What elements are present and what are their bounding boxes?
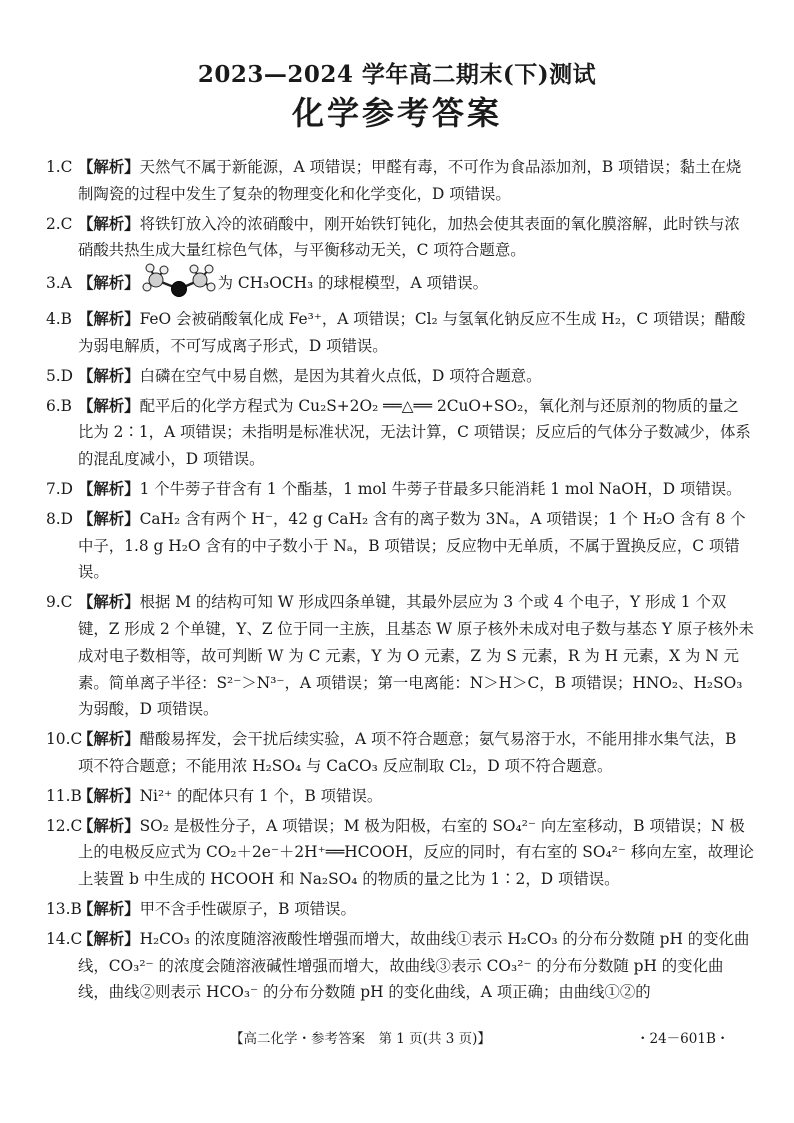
analysis-tag: 【解析】 (78, 274, 140, 293)
answer-number: 14.C (46, 929, 83, 948)
answer-item-10 (46, 726, 754, 780)
analysis-tag: 【解析】 (78, 929, 140, 948)
answer-item-9 (46, 589, 754, 723)
answer-number: 4.B (46, 310, 72, 329)
analysis-text: Ni²⁺ 的配体只有 1 个，B 项错误。 (139, 786, 383, 805)
analysis-tag: 【解析】 (78, 509, 140, 528)
analysis-text: FeO 会被硝酸氧化成 Fe³⁺，A 项错误；Cl₂ 与氢氧化钠反应不生成 H₂，C 项错误；醋酸为弱电解质，不可写成离子形式，D 项错误。 (78, 310, 746, 355)
answer-item-1 (46, 154, 754, 208)
analysis-tag: 【解析】 (78, 786, 140, 805)
answer-item-13 (46, 896, 754, 923)
answer-number: 8.D (46, 509, 74, 528)
analysis-text: 为 CH₃OCH₃ 的球棍模型，A 项错误。 (217, 274, 489, 293)
analysis-text: 天然气不属于新能源，A 项错误；甲醛有毒，不可作为食品添加剂，B 项错误；黏土在烧制陶瓷的过程中发生了复杂的物理变化和化学变化，D 项错误。 (78, 158, 742, 203)
footer-code: ・24－601B・ (636, 1031, 730, 1047)
answer-item-4 (46, 306, 754, 360)
analysis-tag: 【解析】 (78, 214, 140, 233)
analysis-tag: 【解析】 (78, 366, 140, 385)
answer-item-7 (46, 476, 754, 503)
answer-item-12 (46, 813, 754, 893)
analysis-tag: 【解析】 (78, 816, 140, 835)
answer-number: 5.D (46, 366, 74, 385)
analysis-text: 甲不含手性碳原子，B 项错误。 (139, 899, 356, 918)
analysis-tag: 【解析】 (78, 479, 140, 498)
answer-number: 3.A (46, 274, 72, 293)
answer-number: 13.B (46, 899, 82, 918)
analysis-text: SO₂ 是极性分子，A 项错误；M 极为阳极，右室的 SO₄²⁻ 向左室移动，B 项错误；N 极上的电极反应式为 CO₂＋2e⁻＋2H⁺══HCOOH，反应的同时，有右室的 SO₄²⁻ 移向左室，故理论上装置 b 中生成的 HCOOH 和 Na₂SO₄ 的物质的量之比为 1∶2，D 项错误。 (78, 816, 754, 889)
analysis-text: CaH₂ 含有两个 H⁻，42 g CaH₂ 含有的离子数为 3Nₐ，A 项错误；1 个 H₂O 含有 8 个中子，1.8 g H₂O 含有的中子数小于 Nₐ，B 项错误；反应物中无单质，不属于置换反应，C 项错误。 (78, 509, 746, 582)
analysis-tag: 【解析】 (78, 158, 140, 176)
analysis-tag: 【解析】 (78, 396, 140, 415)
analysis-text: 1 个牛蒡子苷含有 1 个酯基，1 mol 牛蒡子苷最多只能消耗 1 mol NaOH，D 项错误。 (139, 479, 742, 498)
answer-item-14 (46, 926, 754, 1006)
answer-number: 10.C (46, 730, 83, 749)
answer-number: 2.C (46, 214, 73, 233)
answer-item-8 (46, 506, 754, 586)
analysis-text: H₂CO₃ 的浓度随溶液酸性增强而增大，故曲线①表示 H₂CO₃ 的分布分数随 pH 的变化曲线，CO₃²⁻ 的浓度会随溶液碱性增强而增大，故曲线③表示 CO₃²⁻ 的分布分数随 pH 的变化曲线，曲线②则表示 HCO₃⁻ 的分布分数随 pH 的变化曲线，A 项正确；由曲线①②的 (78, 929, 750, 1002)
answer-number: 11.B (46, 786, 82, 805)
answer-number: 7.D (46, 479, 74, 498)
answer-item-11 (46, 783, 754, 810)
answer-item-5 (46, 363, 754, 390)
analysis-text: 醋酸易挥发，会干扰后续实验，A 项不符合题意；氨气易溶于水，不能用排水集气法，B 项不符合题意；不能用浓 H₂SO₄ 与 CaCO₃ 反应制取 Cl₂，D 项不符合题意。 (78, 730, 737, 775)
footer-page-info: 【高二化学・参考答案 第 1 页(共 3 页)】 (230, 1031, 491, 1047)
analysis-tag: 【解析】 (78, 730, 140, 749)
answer-number: 6.B (46, 396, 72, 415)
title-line-2: 化学参考答案 (291, 94, 502, 132)
answer-list (46, 154, 754, 1009)
analysis-text: 白磷在空气中易自燃，是因为其着火点低，D 项符合题意。 (139, 366, 542, 385)
analysis-text: 根据 M 的结构可知 W 形成四条单键，其最外层应为 3 个或 4 个电子，Y 形成 1 个双键，Z 形成 2 个单键，Y、Z 位于同一主族，且基态 W 原子核外未成对电子数与基态 Y 原子核外未成对电子数相等，故可判断 W 为 C 元素，Y 为 O 元素，Z 为 S 元素，R 为 H 元素，X 为 N 元素。简单离子半径：S²⁻＞N³⁻，A 项错误；第一电离能：N＞H＞C，B 项错误；HNO₂、H₂SO₃ 为弱酸，D 项错误。 (78, 593, 754, 719)
analysis-text: 将铁钉放入冷的浓硝酸中，刚开始铁钉钝化，加热会使其表面的氧化膜溶解，此时铁与浓硝酸共热生成大量红棕色气体，与平衡移动无关，C 项符合题意。 (78, 214, 740, 260)
analysis-tag: 【解析】 (78, 310, 140, 329)
analysis-tag: 【解析】 (78, 899, 140, 918)
answer-item-6 (46, 393, 754, 473)
answer-item-3 (46, 270, 754, 298)
ball-and-stick-model-icon (142, 262, 216, 298)
answer-number: 12.C (46, 816, 83, 835)
answer-number: 1.C (46, 158, 73, 176)
answer-number: 9.C (46, 593, 73, 612)
analysis-text: 配平后的化学方程式为 Cu₂S+2O₂ ══△══ 2CuO+SO₂，氧化剂与还原剂的物质的量之比为 2∶1，A 项错误；未指明是标准状况，无法计算，C 项错误；反应后的气体分子数减少，体系的混乱度减小，D 项错误。 (78, 396, 751, 469)
title-line-1: 2023—2024 学年高二期末(下)测试 (197, 61, 597, 88)
analysis-tag: 【解析】 (78, 593, 140, 612)
answer-item-2 (46, 211, 754, 265)
